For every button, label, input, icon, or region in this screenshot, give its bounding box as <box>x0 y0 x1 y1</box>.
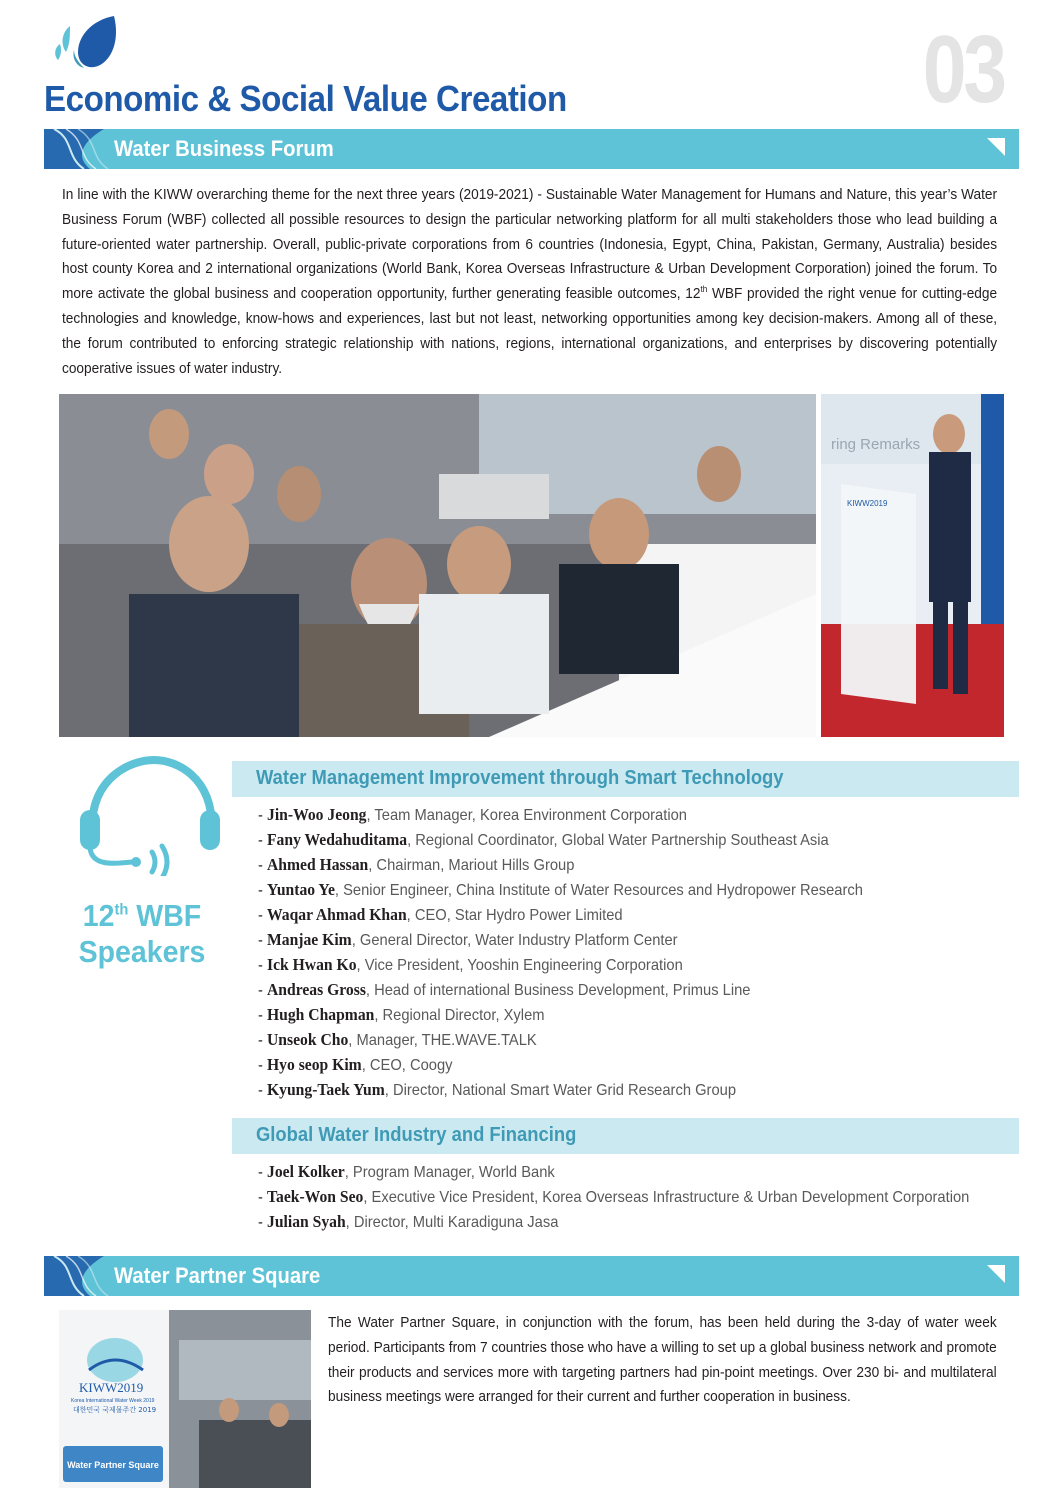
speaker-list-smart-technology <box>258 802 863 1102</box>
wbf-paragraph: In line with the KIWW overarching theme for the next three years (2019-2021) - Sustainable Water Management for Humans and Nature, this year’s Water Business Forum (WBF) collected all possible resources to design the particular networking platform for all multi stakeholders those who lead building a future-oriented water partnership. Overall, public-private corporations from 6 countries (Indonesia, Egypt, China, Pakistan, Germany, Australia) besides host county Korea and 2 international organizations (World Bank, Korea Overseas Infrastructure & Urban Development Corporation) joined the forum. To more activate the global business and cooperation opportunity, further generating feasible outcomes, 12th WBF provided the right venue for cutting-edge technologies and knowledge, know-hows and experiences, last but not least, networking opportunities among key decision-makers. Among all of these, the forum contributed to enforcing strategic relationship with nations, regions, international organizations, and enterprises by discovering potentially cooperative issues of water industry. <box>62 186 998 377</box>
speaker-item: - Julian Syah, Director, Multi Karadiguna Jasa <box>258 1212 559 1231</box>
chapter-number: 03 <box>922 16 1004 123</box>
speaker-item: - Fany Wedahuditama, Regional Coordinator, Global Water Partnership Southeast Asia <box>258 830 829 849</box>
forum-audience-photo <box>59 394 816 737</box>
speaker-item: - Jin-Woo Jeong, Team Manager, Korea Environment Corporation <box>258 805 687 824</box>
podium-speaker-photo <box>821 394 1004 737</box>
podium-banner-text: ring Remarks <box>831 436 921 453</box>
speaker-item: - Andreas Gross, Head of international Business Development, Primus Line <box>258 980 751 999</box>
section-title: Water Business Forum <box>114 136 334 161</box>
speaker-item: - Hugh Chapman, Regional Director, Xylem <box>258 1005 545 1024</box>
subsection-header-smart-technology: Water Management Improvement through Smart Technology <box>232 761 1019 797</box>
corner-triangle-icon <box>987 138 1005 156</box>
banner-kiww-text: KIWW2019 <box>79 1380 144 1395</box>
speakers-heading: 12th WBF Speakers <box>78 898 206 969</box>
speaker-item: - Kyung-Taek Yum, Director, National Smart Water Grid Research Group <box>258 1080 737 1099</box>
speaker-item: - Manjae Kim, General Director, Water Industry Platform Center <box>258 930 678 949</box>
speaker-item: - Waqar Ahmad Khan, CEO, Star Hydro Power Limited <box>258 905 623 924</box>
speaker-item: - Taek-Won Seo, Executive Vice President, Korea Overseas Infrastructure & Urban Development Corporation <box>258 1187 970 1206</box>
water-partner-square-photo <box>59 1310 311 1488</box>
speaker-item: - Joel Kolker, Program Manager, World Bank <box>258 1162 555 1181</box>
section-header-water-business-forum <box>44 129 1019 169</box>
speaker-item: - Unseok Cho, Manager, THE.WAVE.TALK <box>258 1030 537 1049</box>
section-title: Water Partner Square <box>114 1263 321 1288</box>
subsection-header-financing: Global Water Industry and Financing <box>232 1118 1019 1154</box>
page-title: Economic & Social Value Creation <box>44 78 567 119</box>
speaker-item: - Ahmed Hassan, Chairman, Mariout Hills Group <box>258 855 575 874</box>
banner-korean-text: 대한민국 국제물주간 2019 <box>73 1406 157 1414</box>
banner-label-text: Water Partner Square <box>67 1460 159 1470</box>
speaker-item: - Hyo seop Kim, CEO, Coogy <box>258 1055 453 1074</box>
water-drop-logo-icon <box>52 14 122 72</box>
headset-icon <box>72 756 222 876</box>
banner-event-text: Korea International Water Week 2019 <box>71 1398 155 1404</box>
speaker-item: - Yuntao Ye, Senior Engineer, China Institute of Water Resources and Hydropower Research <box>258 880 863 899</box>
speaker-item: - Ick Hwan Ko, Vice President, Yooshin Engineering Corporation <box>258 955 683 974</box>
speaker-list-financing <box>258 1159 969 1234</box>
wps-paragraph: The Water Partner Square, in conjunction with the forum, has been held during the 3-day of water week period. Participants from 7 countries those who have a willing to set up a global business network and promote their products and services more with targeting partners had pin-point meetings. Over 230 bi- and multilateral business meetings were arranged for their current and further cooperation in business. <box>328 1314 997 1406</box>
corner-triangle-icon <box>987 1265 1005 1283</box>
section-header-water-partner-square <box>44 1256 1019 1296</box>
lectern-logo-text: KIWW2019 <box>847 499 888 508</box>
